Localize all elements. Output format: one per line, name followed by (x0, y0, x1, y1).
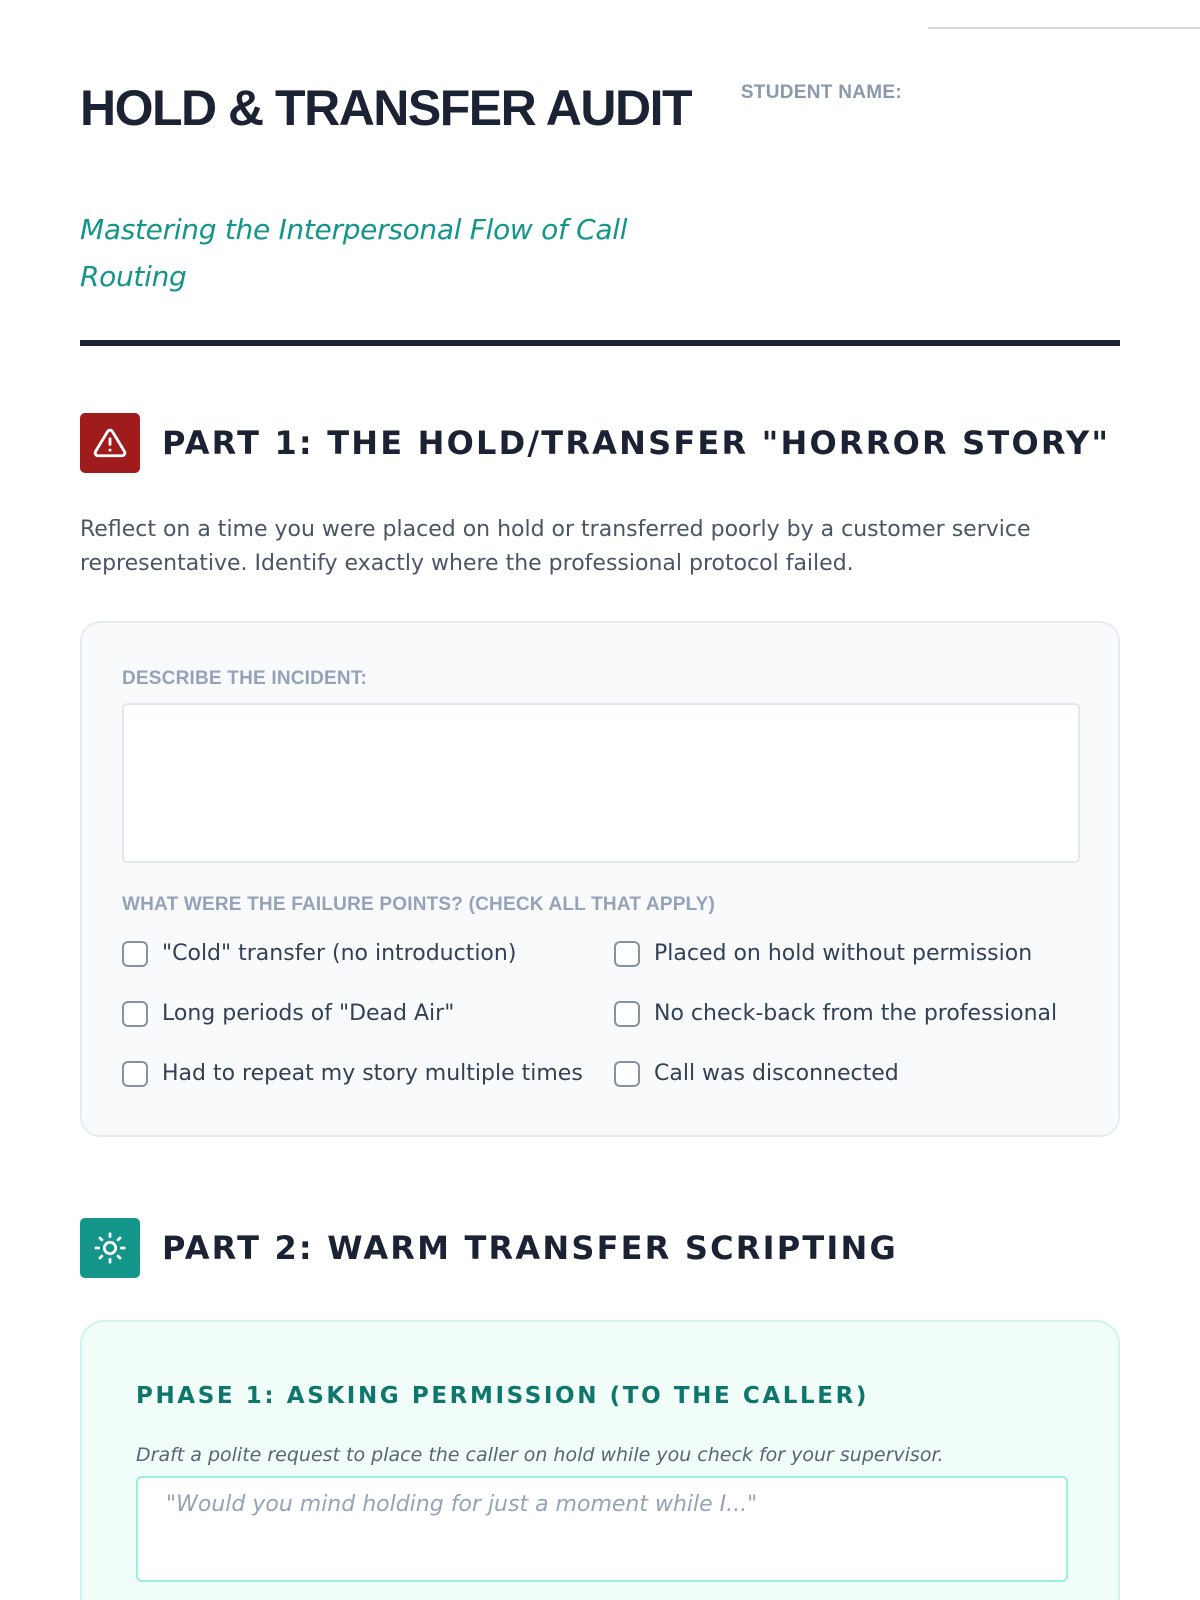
checkbox[interactable] (122, 941, 148, 967)
phase1-description: Draft a polite request to place the caller on hold while you check for your supervisor. (136, 1444, 944, 1466)
checkbox-repeat-story[interactable] (122, 1058, 583, 1090)
checkbox-label: "Cold" transfer (no introduction) (162, 941, 517, 966)
checkbox-label: No check-back from the professional (654, 1001, 1058, 1026)
page-title: HOLD & TRANSFER AUDIT (80, 80, 692, 136)
part2-heading (80, 1218, 1120, 1278)
checkbox-dead-air[interactable] (122, 998, 454, 1030)
checkbox-cold-transfer[interactable] (122, 938, 516, 970)
checkbox[interactable] (122, 1061, 148, 1087)
worksheet-page (80, 0, 1120, 1600)
phase1-card (80, 1320, 1120, 1600)
incident-card (80, 621, 1120, 1137)
incident-label: DESCRIBE THE INCIDENT: (122, 668, 368, 689)
checkbox[interactable] (614, 1061, 640, 1087)
checkbox-label: Long periods of "Dead Air" (162, 1001, 455, 1026)
checkbox-label: Call was disconnected (654, 1061, 899, 1086)
checkbox[interactable] (614, 941, 640, 967)
checkbox[interactable] (122, 1001, 148, 1027)
checkbox-label: Placed on hold without permission (654, 941, 1033, 966)
warning-icon (80, 413, 140, 473)
failure-points-label: WHAT WERE THE FAILURE POINTS? (CHECK ALL THAT APPLY) (122, 894, 716, 915)
phase1-title: PHASE 1: ASKING PERMISSION (TO THE CALLER) (136, 1383, 870, 1409)
student-name-label: STUDENT NAME: (740, 82, 902, 103)
checkbox-hold-without-permission[interactable] (614, 938, 1032, 970)
checkbox-disconnected[interactable] (614, 1058, 899, 1090)
part1-intro: Reflect on a time you were placed on hold or transferred poorly by a customer service representative. Identify exactly where the professional protocol failed. (80, 517, 1031, 576)
part2-title: PART 2: WARM TRANSFER SCRIPTING (162, 1229, 898, 1267)
student-name-field[interactable] (928, 27, 1200, 29)
incident-textarea[interactable] (122, 703, 1080, 863)
part1-heading (80, 413, 1120, 473)
header-divider (80, 340, 1120, 346)
checkbox-no-check-back[interactable] (614, 998, 1057, 1030)
worksheet-header (80, 78, 1120, 348)
checkbox[interactable] (614, 1001, 640, 1027)
sun-icon (80, 1218, 140, 1278)
checkbox-label: Had to repeat my story multiple times (162, 1061, 583, 1086)
phase1-script-input[interactable] (136, 1476, 1068, 1582)
part1-title: PART 1: THE HOLD/TRANSFER "HORROR STORY" (162, 424, 1111, 462)
page-subtitle: Mastering the Interpersonal Flow of Call Routing (80, 213, 628, 293)
